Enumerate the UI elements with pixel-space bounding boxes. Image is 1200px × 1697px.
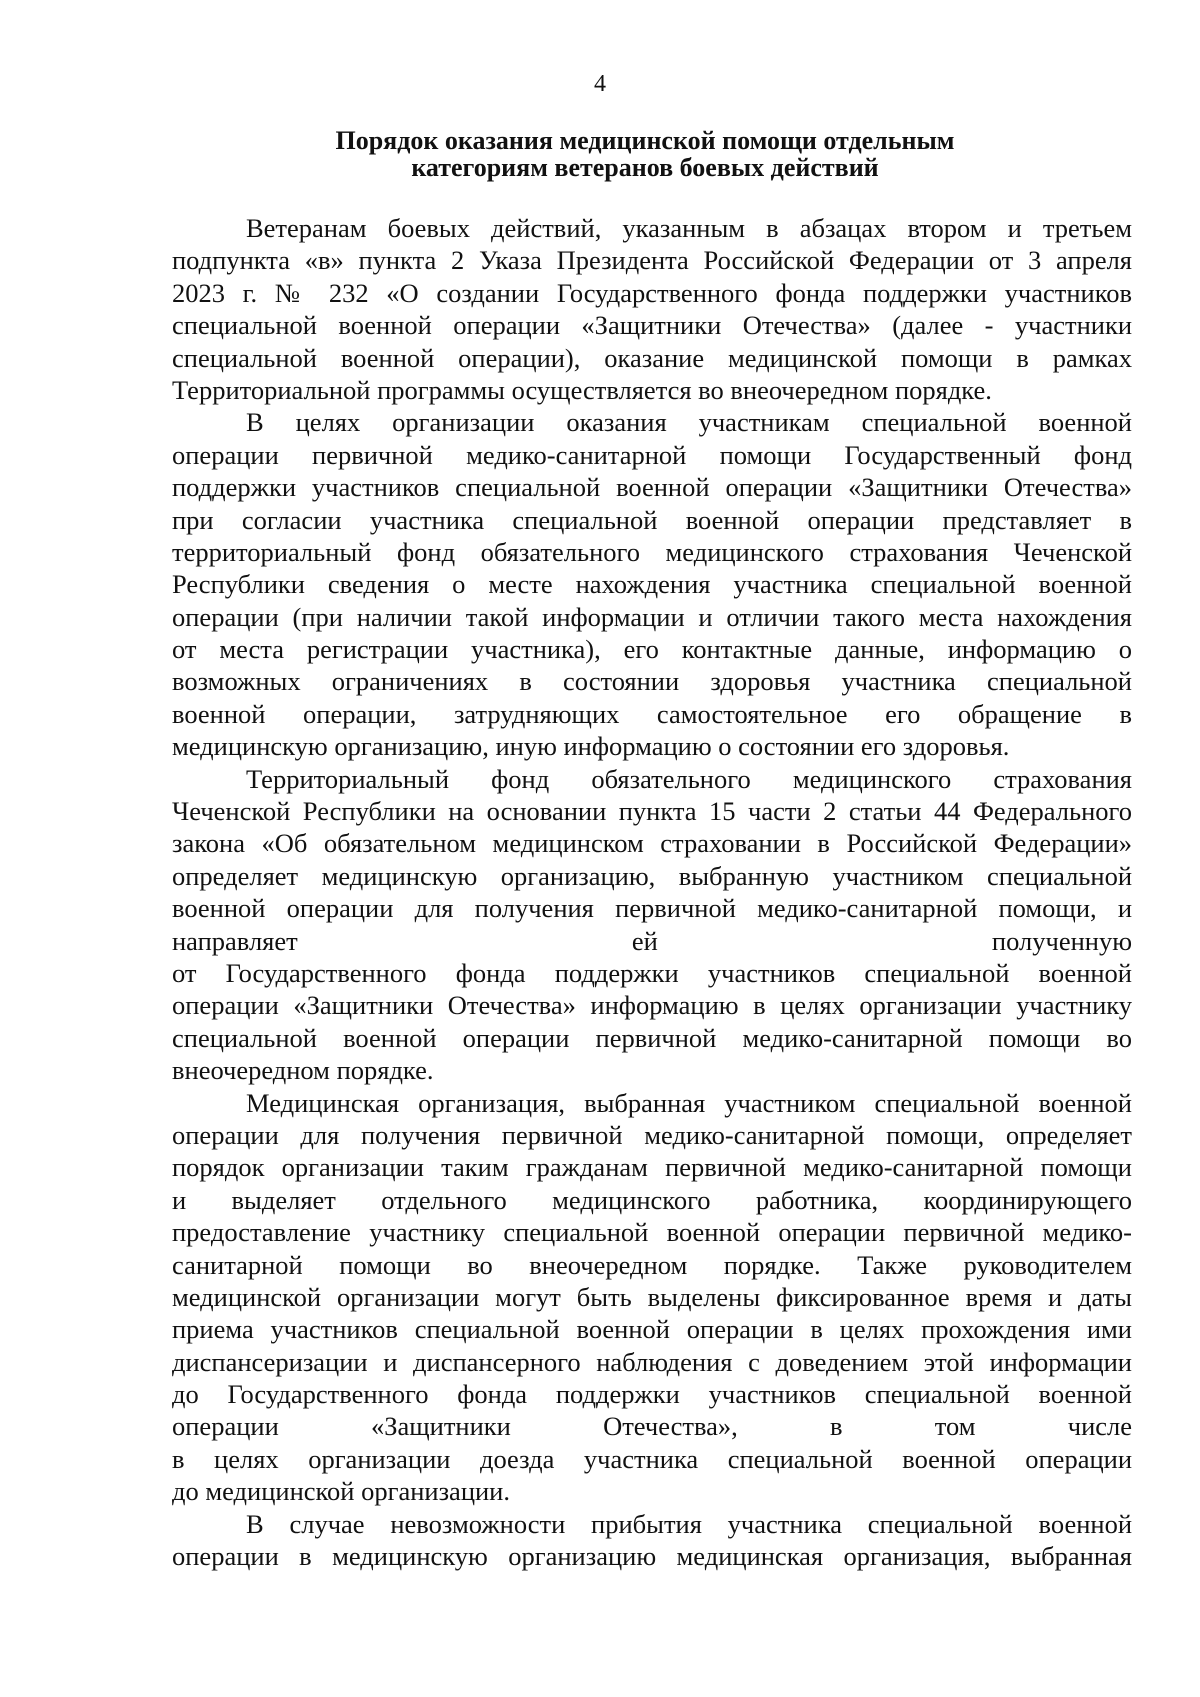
text-line: военной операции, затрудняющих самостоятельное его обращение в xyxy=(172,698,1132,729)
text-line: Ветеранам боевых действий, указанным в абзацах втором и третьем xyxy=(246,213,1132,243)
text-line: предоставление участнику специальной военной операции первичной медико- xyxy=(172,1217,1132,1248)
text-line: диспансеризации и диспансерного наблюдения с доведением этой информации xyxy=(172,1346,1132,1377)
text-line: направляет ей полученную xyxy=(172,925,1132,956)
text-line: операции «Защитники Отечества», в том числе xyxy=(172,1411,1132,1442)
text-line: до Государственного фонда поддержки участников специальной военной xyxy=(172,1379,1132,1410)
text-line: операции «Защитники Отечества» информацию в целях организации участнику xyxy=(172,990,1132,1021)
document-body xyxy=(172,212,1132,1572)
text-line: Территориальный фонд обязательного медицинского страхования xyxy=(246,763,1132,794)
text-line: приема участников специальной военной операции в целях прохождения ими xyxy=(172,1314,1132,1345)
text-line: подпункта «в» пункта 2 Указа Президента Российской Федерации от 3 апреля xyxy=(172,245,1132,276)
text-line: в целях организации доезда участника специальной военной операции xyxy=(172,1443,1132,1474)
text-line: операции для получения первичной медико-санитарной помощи, определяет xyxy=(172,1119,1132,1150)
text-line: поддержки участников специальной военной операции «Защитники Отечества» xyxy=(172,472,1132,503)
text-line: закона «Об обязательном медицинском страховании в Российской Федерации» xyxy=(172,828,1132,859)
title-line: категориям ветеранов боевых действий xyxy=(411,153,879,182)
text-line: специальной военной операции «Защитники Отечества» (далее - участники xyxy=(172,310,1132,341)
text-line: В целях организации оказания участникам специальной военной xyxy=(246,407,1132,438)
text-line: Чеченской Республики на основании пункта 15 части 2 статьи 44 Федерального xyxy=(172,796,1132,827)
text-line: порядок организации таким гражданам первичной медико-санитарной помощи xyxy=(172,1152,1132,1183)
text-line: Территориальной программы осуществляется во внеочередном порядке. xyxy=(172,374,992,405)
text-line: операции первичной медико-санитарной помощи Государственный фонд xyxy=(172,439,1132,470)
text-line: медицинскую организацию, иную информацию о состоянии его здоровья. xyxy=(172,731,1010,762)
page-number: 4 xyxy=(594,71,606,97)
text-line: военной операции для получения первичной медико-санитарной помощи, и xyxy=(172,893,1132,924)
text-line: от места регистрации участника), его контактные данные, информацию о xyxy=(172,634,1132,665)
text-line: Медицинская организация, выбранная участником специальной военной xyxy=(246,1087,1132,1118)
text-line: операции в медицинскую организацию медицинская организация, выбранная xyxy=(172,1541,1132,1572)
text-line: внеочередном порядке. xyxy=(172,1055,434,1086)
title-line: Порядок оказания медицинской помощи отдельным xyxy=(335,126,955,155)
text-line: В случае невозможности прибытия участника специальной военной xyxy=(246,1508,1132,1539)
text-line: возможных ограничениях в состоянии здоровья участника специальной xyxy=(172,666,1132,697)
text-line: до медицинской организации. xyxy=(172,1476,510,1507)
text-line: специальной военной операции первичной медико-санитарной помощи во xyxy=(172,1022,1132,1053)
text-line: операции (при наличии такой информации и отличии такого места нахождения xyxy=(172,601,1132,632)
text-line: Республики сведения о месте нахождения участника специальной военной xyxy=(172,569,1132,600)
document-title xyxy=(250,127,1040,181)
text-line: и выделяет отдельного медицинского работника, координирующего xyxy=(172,1184,1132,1215)
text-line: 2023 г. № 232 «О создании Государственного фонда поддержки участников xyxy=(172,277,1132,308)
text-line: медицинской организации могут быть выделены фиксированное время и даты xyxy=(172,1281,1132,1312)
text-line: при согласии участника специальной военной операции представляет в xyxy=(172,504,1132,535)
text-line: санитарной помощи во внеочередном порядке. Также руководителем xyxy=(172,1249,1132,1280)
text-line: специальной военной операции), оказание медицинской помощи в рамках xyxy=(172,342,1132,373)
text-line: от Государственного фонда поддержки участников специальной военной xyxy=(172,957,1132,988)
text-line: территориальный фонд обязательного медицинского страхования Чеченской xyxy=(172,536,1132,567)
text-line: определяет медицинскую организацию, выбранную участником специальной xyxy=(172,860,1132,891)
